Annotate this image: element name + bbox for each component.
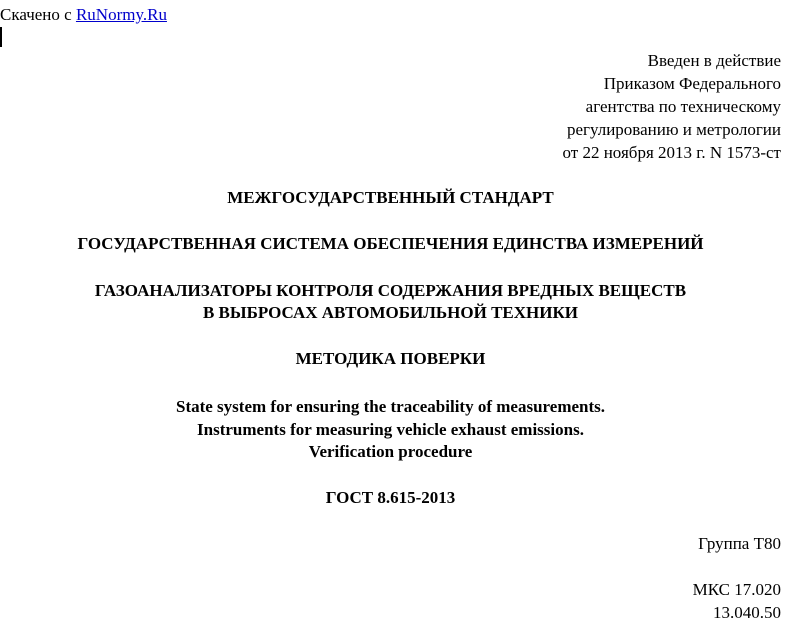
method-heading: МЕТОДИКА ПОВЕРКИ <box>295 349 486 368</box>
group-code: Группа Т80 <box>698 534 781 553</box>
source-link[interactable]: RuNormy.Ru <box>75 5 167 24</box>
gas-analyzers-heading-line2: В ВЫБРОСАХ АВТОМОБИЛЬНОЙ ТЕХНИКИ <box>202 303 579 322</box>
english-title-line2: Instruments for measuring vehicle exhaust emissions. <box>197 420 584 439</box>
enactment-line: Приказом Федерального <box>603 74 781 93</box>
enactment-line: от 22 ноября 2013 г. N 1573-ст <box>562 143 781 162</box>
enactment-line: Введен в действие <box>647 51 781 70</box>
mks-code-line1: МКС 17.020 <box>692 580 781 599</box>
interstate-standard-heading: МЕЖГОСУДАРСТВЕННЫЙ СТАНДАРТ <box>227 188 554 207</box>
source-prefix: Скачено с <box>0 5 76 24</box>
english-title-line1: State system for ensuring the traceability of measurements. <box>175 397 606 416</box>
text-cursor <box>0 27 2 47</box>
gas-analyzers-heading-line1: ГАЗОАНАЛИЗАТОРЫ КОНТРОЛЯ СОДЕРЖАНИЯ ВРЕДНЫХ ВЕЩЕСТВ <box>94 281 687 300</box>
english-title-line3: Verification procedure <box>308 442 473 461</box>
enactment-line: агентства по техническому <box>585 97 781 116</box>
gost-number: ГОСТ 8.615-2013 <box>325 488 456 507</box>
mks-code-line2: 13.040.50 <box>713 603 781 622</box>
state-system-heading: ГОСУДАРСТВЕННАЯ СИСТЕМА ОБЕСПЕЧЕНИЯ ЕДИНСТВА ИЗМЕРЕНИЙ <box>77 234 704 253</box>
enactment-block <box>563 49 782 164</box>
source-line <box>0 3 167 26</box>
enactment-line: регулированию и метрологии <box>566 120 781 139</box>
